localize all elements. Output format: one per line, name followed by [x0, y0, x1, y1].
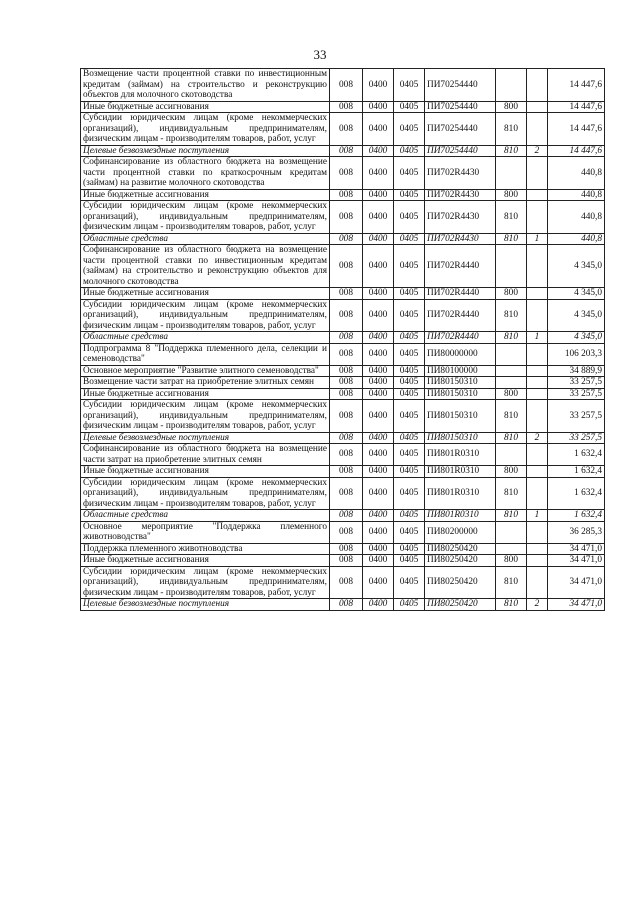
table-row	[81, 510, 605, 522]
row-target-article: ПИ70254440	[425, 69, 496, 102]
row-source	[527, 201, 548, 234]
row-name: Иные бюджетные ассигнования	[81, 288, 330, 300]
row-expense-type: 800	[496, 288, 527, 300]
row-ved: 008	[330, 543, 363, 555]
row-subsection: 0405	[394, 332, 425, 344]
row-subsection: 0405	[394, 343, 425, 365]
row-subsection: 0405	[394, 599, 425, 611]
row-expense-type: 800	[496, 555, 527, 567]
row-ved: 008	[330, 343, 363, 365]
row-target-article: ПИ702R4430	[425, 201, 496, 234]
row-expense-type	[496, 521, 527, 543]
row-source	[527, 288, 548, 300]
row-source: 1	[527, 510, 548, 522]
row-section: 0400	[363, 101, 394, 113]
row-target-article: ПИ80250420	[425, 555, 496, 567]
row-subsection: 0405	[394, 521, 425, 543]
row-name: Субсидии юридическим лицам (кроме некоммерческих организаций), индивидуальным предпринимателям, физическим лицам - производителям товаров, работ, услуг	[81, 201, 330, 234]
row-source: 2	[527, 145, 548, 157]
table-row	[81, 377, 605, 389]
row-ved: 008	[330, 432, 363, 444]
table-row	[81, 521, 605, 543]
table-row	[81, 477, 605, 510]
row-ved: 008	[330, 599, 363, 611]
row-subsection: 0405	[394, 113, 425, 146]
row-section: 0400	[363, 566, 394, 599]
row-name: Софинансирование из областного бюджета на возмещение части процентной ставки по инвестиционным кредитам (займам) на строительство и реконструкцию объектов для молочного скотоводства	[81, 245, 330, 288]
row-name: Основное мероприятие "Поддержка племенного животноводства"	[81, 521, 330, 543]
row-expense-type: 810	[496, 599, 527, 611]
row-section: 0400	[363, 466, 394, 478]
row-subsection: 0405	[394, 245, 425, 288]
row-subsection: 0405	[394, 299, 425, 332]
row-sum: 440,8	[548, 189, 605, 201]
table-row	[81, 233, 605, 245]
row-expense-type: 810	[496, 299, 527, 332]
row-name: Субсидии юридическим лицам (кроме некоммерческих организаций), индивидуальным предпринимателям, физическим лицам - производителям товаров, работ, услуг	[81, 113, 330, 146]
table-row	[81, 543, 605, 555]
row-expense-type: 810	[496, 477, 527, 510]
row-sum: 14 447,6	[548, 145, 605, 157]
row-ved: 008	[330, 477, 363, 510]
row-name: Субсидии юридическим лицам (кроме некоммерческих организаций), индивидуальным предпринимателям, физическим лицам - производителям товаров, работ, услуг	[81, 299, 330, 332]
table-row	[81, 145, 605, 157]
table-row	[81, 365, 605, 377]
row-target-article: ПИ80250420	[425, 543, 496, 555]
row-ved: 008	[330, 444, 363, 466]
row-subsection: 0405	[394, 466, 425, 478]
row-ved: 008	[330, 245, 363, 288]
row-target-article: ПИ80150310	[425, 377, 496, 389]
row-name: Иные бюджетные ассигнования	[81, 189, 330, 201]
row-name: Целевые безвозмездные поступления	[81, 145, 330, 157]
row-sum: 1 632,4	[548, 477, 605, 510]
row-section: 0400	[363, 432, 394, 444]
row-target-article: ПИ70254440	[425, 145, 496, 157]
table-row	[81, 432, 605, 444]
table-row	[81, 332, 605, 344]
row-sum: 1 632,4	[548, 444, 605, 466]
table-row	[81, 566, 605, 599]
row-expense-type	[496, 245, 527, 288]
row-expense-type: 810	[496, 432, 527, 444]
row-target-article: ПИ80250420	[425, 566, 496, 599]
row-ved: 008	[330, 145, 363, 157]
row-source	[527, 157, 548, 190]
row-section: 0400	[363, 189, 394, 201]
table-row	[81, 201, 605, 234]
row-target-article: ПИ702R4430	[425, 233, 496, 245]
row-subsection: 0405	[394, 444, 425, 466]
row-name: Иные бюджетные ассигнования	[81, 466, 330, 478]
row-name: Возмещение части затрат на приобретение элитных семян	[81, 377, 330, 389]
row-subsection: 0405	[394, 566, 425, 599]
row-sum: 4 345,0	[548, 288, 605, 300]
row-source	[527, 365, 548, 377]
row-source: 1	[527, 332, 548, 344]
row-expense-type: 800	[496, 466, 527, 478]
row-target-article: ПИ80150310	[425, 432, 496, 444]
row-target-article: ПИ801R0310	[425, 466, 496, 478]
row-name: Субсидии юридическим лицам (кроме некоммерческих организаций), индивидуальным предпринимателям, физическим лицам - производителям товаров, работ, услуг	[81, 566, 330, 599]
row-expense-type: 810	[496, 566, 527, 599]
row-ved: 008	[330, 101, 363, 113]
row-expense-type	[496, 543, 527, 555]
row-section: 0400	[363, 477, 394, 510]
row-subsection: 0405	[394, 189, 425, 201]
row-subsection: 0405	[394, 400, 425, 433]
row-name: Областные средства	[81, 332, 330, 344]
row-source	[527, 477, 548, 510]
row-sum: 34 471,0	[548, 599, 605, 611]
row-source	[527, 189, 548, 201]
row-source	[527, 400, 548, 433]
row-sum: 1 632,4	[548, 510, 605, 522]
row-name: Основное мероприятие "Развитие элитного семеноводства"	[81, 365, 330, 377]
row-expense-type	[496, 377, 527, 389]
row-section: 0400	[363, 245, 394, 288]
row-section: 0400	[363, 69, 394, 102]
row-expense-type: 810	[496, 201, 527, 234]
row-section: 0400	[363, 332, 394, 344]
row-section: 0400	[363, 388, 394, 400]
row-expense-type: 800	[496, 101, 527, 113]
row-section: 0400	[363, 510, 394, 522]
row-name: Целевые безвозмездные поступления	[81, 599, 330, 611]
row-subsection: 0405	[394, 510, 425, 522]
row-sum: 4 345,0	[548, 299, 605, 332]
page-number: 33	[313, 47, 327, 62]
row-name: Областные средства	[81, 510, 330, 522]
row-sum: 440,8	[548, 201, 605, 234]
row-target-article: ПИ702R4440	[425, 288, 496, 300]
row-ved: 008	[330, 113, 363, 146]
row-expense-type	[496, 69, 527, 102]
row-source	[527, 543, 548, 555]
row-source	[527, 444, 548, 466]
table-row	[81, 299, 605, 332]
table-row	[81, 343, 605, 365]
table-row	[81, 113, 605, 146]
row-name: Софинансирование из областного бюджета на возмещение части процентной ставки по краткосрочным кредитам (займам) на развитие молочного скотоводства	[81, 157, 330, 190]
row-source	[527, 69, 548, 102]
row-ved: 008	[330, 388, 363, 400]
table-row	[81, 400, 605, 433]
row-source	[527, 466, 548, 478]
row-ved: 008	[330, 233, 363, 245]
row-ved: 008	[330, 299, 363, 332]
row-section: 0400	[363, 343, 394, 365]
row-expense-type	[496, 365, 527, 377]
row-subsection: 0405	[394, 201, 425, 234]
row-subsection: 0405	[394, 543, 425, 555]
row-expense-type: 810	[496, 145, 527, 157]
row-ved: 008	[330, 521, 363, 543]
row-name: Субсидии юридическим лицам (кроме некоммерческих организаций), индивидуальным предпринимателям, физическим лицам - производителям товаров, работ, услуг	[81, 477, 330, 510]
row-source	[527, 388, 548, 400]
row-name: Иные бюджетные ассигнования	[81, 388, 330, 400]
row-ved: 008	[330, 201, 363, 234]
row-expense-type: 800	[496, 388, 527, 400]
row-source: 2	[527, 432, 548, 444]
row-section: 0400	[363, 201, 394, 234]
row-source	[527, 343, 548, 365]
row-section: 0400	[363, 288, 394, 300]
row-source	[527, 555, 548, 567]
row-ved: 008	[330, 189, 363, 201]
row-ved: 008	[330, 332, 363, 344]
table-row	[81, 444, 605, 466]
row-subsection: 0405	[394, 432, 425, 444]
row-target-article: ПИ70254440	[425, 113, 496, 146]
row-ved: 008	[330, 510, 363, 522]
budget-table	[80, 68, 605, 611]
table-row	[81, 555, 605, 567]
row-sum: 33 257,5	[548, 432, 605, 444]
row-target-article: ПИ702R4440	[425, 245, 496, 288]
row-expense-type: 810	[496, 510, 527, 522]
row-subsection: 0405	[394, 145, 425, 157]
row-expense-type	[496, 157, 527, 190]
row-expense-type: 810	[496, 400, 527, 433]
row-sum: 34 471,0	[548, 555, 605, 567]
row-section: 0400	[363, 377, 394, 389]
row-target-article: ПИ80150310	[425, 400, 496, 433]
row-section: 0400	[363, 365, 394, 377]
row-name: Областные средства	[81, 233, 330, 245]
row-target-article: ПИ80100000	[425, 365, 496, 377]
row-target-article: ПИ702R4440	[425, 332, 496, 344]
row-target-article: ПИ80250420	[425, 599, 496, 611]
row-name: Субсидии юридическим лицам (кроме некоммерческих организаций), индивидуальным предпринимателям, физическим лицам - производителям товаров, работ, услуг	[81, 400, 330, 433]
row-section: 0400	[363, 555, 394, 567]
row-sum: 33 257,5	[548, 400, 605, 433]
row-name: Поддержка племенного животноводства	[81, 543, 330, 555]
row-name: Подпрограмма 8 "Поддержка племенного дела, селекции и семеноводства"	[81, 343, 330, 365]
row-subsection: 0405	[394, 477, 425, 510]
row-source	[527, 299, 548, 332]
row-subsection: 0405	[394, 157, 425, 190]
row-source	[527, 101, 548, 113]
row-sum: 440,8	[548, 233, 605, 245]
row-source: 2	[527, 599, 548, 611]
table-row	[81, 288, 605, 300]
row-section: 0400	[363, 400, 394, 433]
row-name: Иные бюджетные ассигнования	[81, 555, 330, 567]
row-ved: 008	[330, 555, 363, 567]
row-source	[527, 521, 548, 543]
row-source	[527, 113, 548, 146]
row-section: 0400	[363, 444, 394, 466]
row-subsection: 0405	[394, 288, 425, 300]
row-sum: 34 889,9	[548, 365, 605, 377]
row-sum: 33 257,5	[548, 388, 605, 400]
row-sum: 34 471,0	[548, 543, 605, 555]
row-name: Возмещение части процентной ставки по инвестиционным кредитам (займам) на строительство и реконструкцию объектов для молочного скотоводства	[81, 69, 330, 102]
row-name: Иные бюджетные ассигнования	[81, 101, 330, 113]
row-ved: 008	[330, 157, 363, 190]
row-source: 1	[527, 233, 548, 245]
table-row	[81, 157, 605, 190]
row-ved: 008	[330, 365, 363, 377]
row-section: 0400	[363, 145, 394, 157]
row-target-article: ПИ801R0310	[425, 444, 496, 466]
row-target-article: ПИ80000000	[425, 343, 496, 365]
row-expense-type	[496, 444, 527, 466]
row-ved: 008	[330, 566, 363, 599]
row-expense-type: 810	[496, 332, 527, 344]
row-sum: 14 447,6	[548, 101, 605, 113]
row-section: 0400	[363, 599, 394, 611]
row-section: 0400	[363, 299, 394, 332]
row-subsection: 0405	[394, 233, 425, 245]
row-target-article: ПИ702R4430	[425, 189, 496, 201]
row-target-article: ПИ702R4430	[425, 157, 496, 190]
row-sum: 1 632,4	[548, 466, 605, 478]
row-sum: 33 257,5	[548, 377, 605, 389]
row-ved: 008	[330, 377, 363, 389]
row-sum: 440,8	[548, 157, 605, 190]
table-row	[81, 388, 605, 400]
row-source	[527, 566, 548, 599]
table-row	[81, 101, 605, 113]
row-ved: 008	[330, 466, 363, 478]
row-ved: 008	[330, 288, 363, 300]
row-ved: 008	[330, 69, 363, 102]
row-section: 0400	[363, 233, 394, 245]
row-sum: 34 471,0	[548, 566, 605, 599]
table-row	[81, 69, 605, 102]
row-sum: 14 447,6	[548, 113, 605, 146]
row-subsection: 0405	[394, 101, 425, 113]
row-expense-type: 810	[496, 233, 527, 245]
row-subsection: 0405	[394, 377, 425, 389]
row-target-article: ПИ80150310	[425, 388, 496, 400]
row-section: 0400	[363, 157, 394, 190]
row-section: 0400	[363, 521, 394, 543]
row-section: 0400	[363, 543, 394, 555]
row-target-article: ПИ80200000	[425, 521, 496, 543]
row-subsection: 0405	[394, 388, 425, 400]
row-subsection: 0405	[394, 555, 425, 567]
row-subsection: 0405	[394, 69, 425, 102]
row-source	[527, 245, 548, 288]
row-sum: 14 447,6	[548, 69, 605, 102]
row-sum: 4 345,0	[548, 332, 605, 344]
row-expense-type	[496, 343, 527, 365]
row-name: Целевые безвозмездные поступления	[81, 432, 330, 444]
row-source	[527, 377, 548, 389]
table-row	[81, 189, 605, 201]
row-target-article: ПИ801R0310	[425, 477, 496, 510]
table-row	[81, 466, 605, 478]
row-subsection: 0405	[394, 365, 425, 377]
row-target-article: ПИ801R0310	[425, 510, 496, 522]
row-sum: 4 345,0	[548, 245, 605, 288]
table-row	[81, 599, 605, 611]
row-sum: 106 203,3	[548, 343, 605, 365]
row-target-article: ПИ702R4440	[425, 299, 496, 332]
table-row	[81, 245, 605, 288]
budget-table-body	[81, 69, 605, 611]
row-section: 0400	[363, 113, 394, 146]
row-name: Софинансирование из областного бюджета на возмещение части затрат на приобретение элитных семян	[81, 444, 330, 466]
row-target-article: ПИ70254440	[425, 101, 496, 113]
row-expense-type: 800	[496, 189, 527, 201]
row-sum: 36 285,3	[548, 521, 605, 543]
row-expense-type: 810	[496, 113, 527, 146]
row-ved: 008	[330, 400, 363, 433]
